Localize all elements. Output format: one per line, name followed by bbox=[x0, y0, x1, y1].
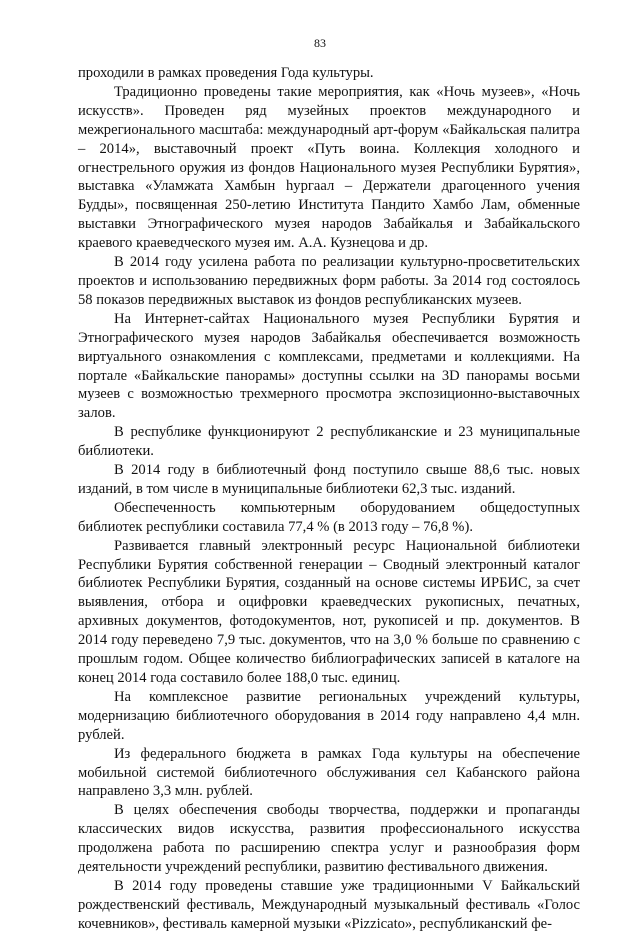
paragraph-5: В республике функционируют 2 республиканские и 23 муниципальные библиотеки. bbox=[78, 424, 580, 460]
body-text bbox=[78, 64, 580, 934]
page-number: 83 bbox=[314, 36, 326, 50]
paragraph-8: Развивается главный электронный ресурс Национальной библиотеки Республики Бурятия собственной генерации – Сводный электронный каталог библиотек Республики Бурятия, созданный на основе системы ИРБИС, за счет выявления, отбора и оцифровки краеведческих рукописных, печатных, архивных документов, фотодокументов, нот, рукописей и пр. документов. В 2014 году переведено 7,9 тыс. документов, что на 3,0 % больше по сравнению с прошлым годом. Общее количество библиографических записей в каталоге на конец 2014 года составило более 188,0 тыс. единиц. bbox=[78, 537, 580, 686]
paragraph-1: проходили в рамках проведения Года культуры. bbox=[78, 65, 374, 81]
paragraph-2: Традиционно проведены такие мероприятия, как «Ночь музеев», «Ночь искусств». Проведен ряд музейных проектов международного и межрегионального масштаба: международный арт-форум «Байкальская палитра – 2014», выставочный проект «Путь воина. Коллекция холодного и огнестрельного оружия из фондов Национального музея Республики Бурятия», выставка «Уламжата Хамбын һургаал – Держатели драгоценного учения Будды», посвященная 250-летию Института Пандито Хамбо Лам, обменные выставки Этнографического музея народов Забайкалья и Забайкальского краевого краеведческого музея им. А.А. Кузнецова и др. bbox=[78, 83, 580, 252]
paragraph-4: На Интернет-сайтах Национального музея Республики Бурятия и Этнографического музея народов Забайкалья обеспечивается возможность виртуального ознакомления с комплексами, предметами и коллекциями. На портале «Байкальские панорамы» доступны ссылки на 3D панорамы восьми музеев с возможностью трехмерного просмотра экспозиционно-выставочных залов. bbox=[78, 310, 580, 422]
paragraph-12: В 2014 году проведены ставшие уже традиционными V Байкальский рождественский фестиваль, Международный музыкальный фестиваль «Голос кочевников», фестиваль камерной музыки «Pizzicato», республиканский фе- bbox=[78, 877, 580, 932]
paragraph-10: Из федерального бюджета в рамках Года культуры на обеспечение мобильной системой библиотечного обслуживания сел Кабанского района направлено 3,3 млн. рублей. bbox=[78, 745, 580, 800]
paragraph-9: На комплексное развитие региональных учреждений культуры, модернизацию библиотечного оборудования в 2014 году направлено 4,4 млн. рублей. bbox=[78, 688, 580, 743]
paragraph-11: В целях обеспечения свободы творчества, поддержки и пропаганды классических видов искусства, развития профессионального искусства продолжена работа по расширению спектра услуг и разнообразия форм деятельности учреждений республики, развитию фестивального движения. bbox=[78, 802, 580, 876]
paragraph-7: Обеспеченность компьютерным оборудованием общедоступных библиотек республики составила 77,4 % (в 2013 году – 76,8 %). bbox=[78, 499, 580, 535]
paragraph-6: В 2014 году в библиотечный фонд поступило свыше 88,6 тыс. новых изданий, в том числе в муниципальные библиотеки 62,3 тыс. изданий. bbox=[78, 462, 580, 497]
paragraph-3: В 2014 году усилена работа по реализации культурно-просветительских проектов и использованию передвижных форм работы. За 2014 год состоялось 58 показов передвижных выставок из фондов республиканских музеев. bbox=[78, 254, 580, 308]
